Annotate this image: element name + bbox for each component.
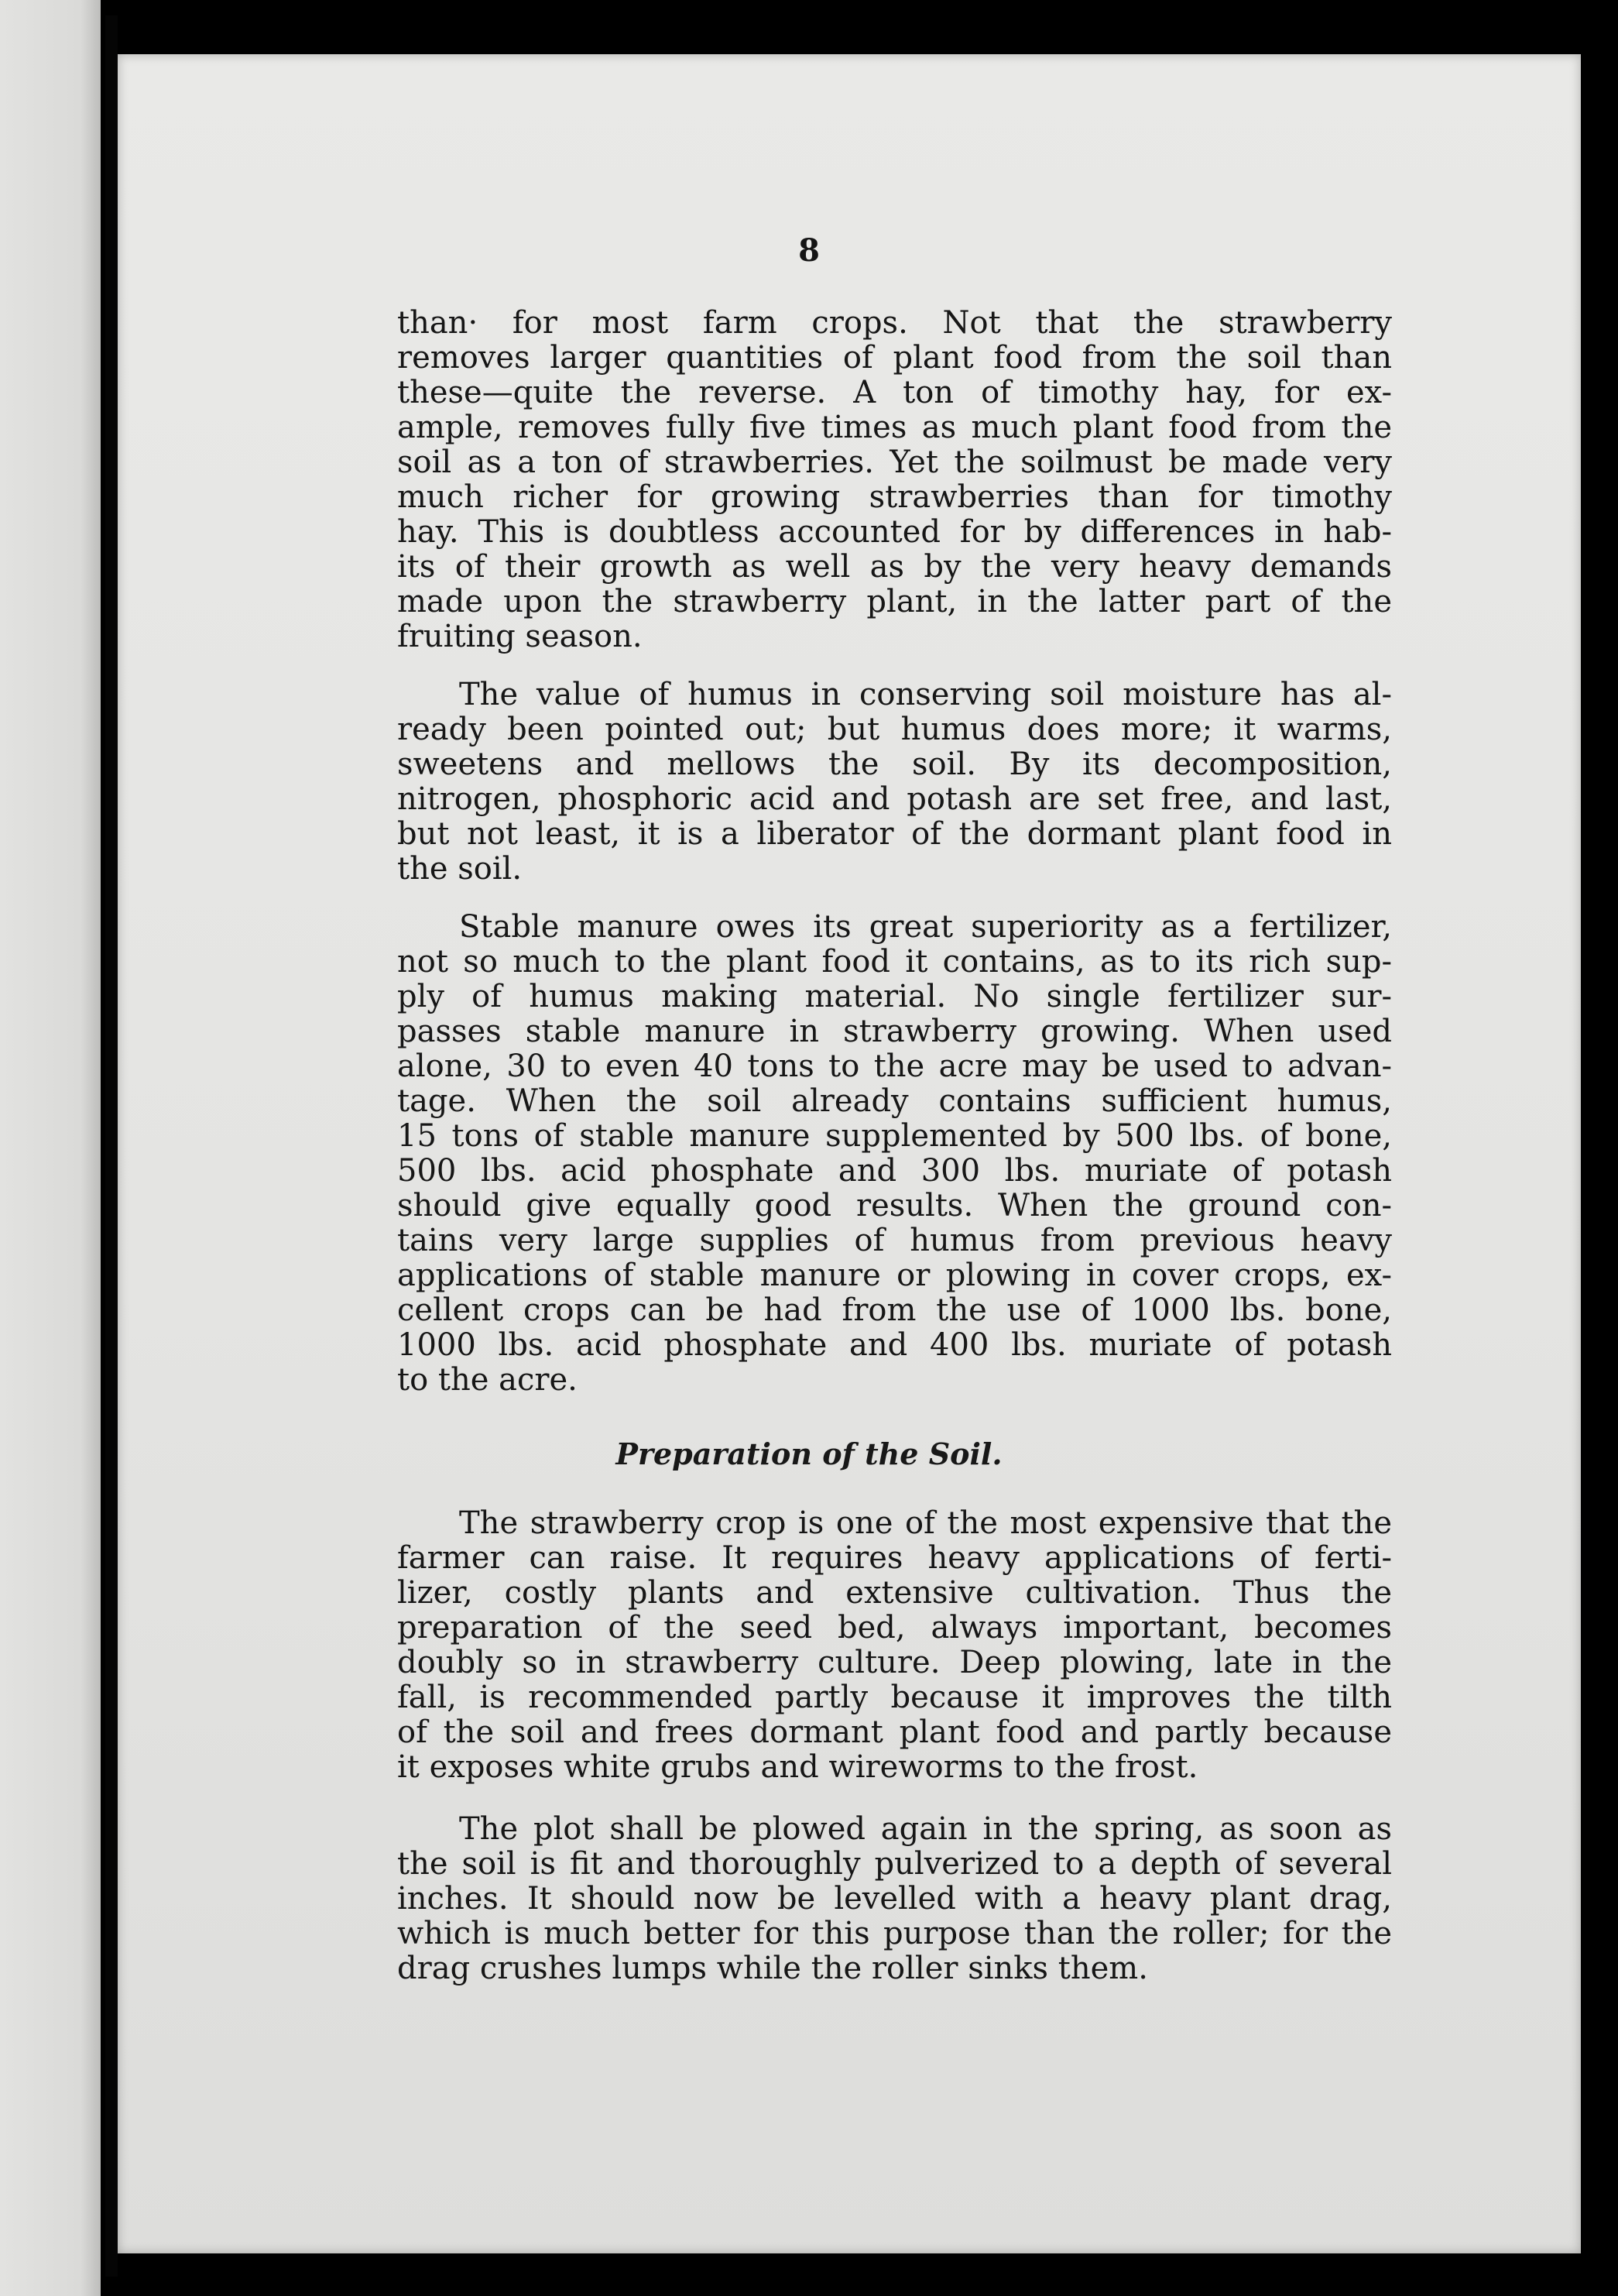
facing-page-edge — [0, 0, 101, 2296]
paragraph-text — [397, 678, 1392, 887]
text-line: the soil is fit and thoroughly pulverized to a depth of several — [397, 1847, 1392, 1882]
text-line: it exposes white grubs and wireworms to the frost. — [397, 1750, 1198, 1785]
paragraph-5 — [397, 1812, 1392, 1986]
text-line: ply of humus making material. No single fertilizer sur- — [397, 980, 1392, 1014]
paragraph-text — [397, 1812, 1392, 1986]
text-line: cellent crops can be had from the use of 1000 lbs. bone, — [397, 1293, 1392, 1328]
text-line: ready been pointed out; but humus does more; it warms, — [397, 712, 1392, 747]
text-line: its of their growth as well as by the very heavy demands — [397, 550, 1392, 585]
paragraph-3 — [397, 910, 1392, 1398]
page-number: 8 — [798, 232, 820, 269]
text-line: The plot shall be plowed again in the spring, as soon as — [459, 1812, 1392, 1847]
text-line: hay. This is doubtless accounted for by differences in hab- — [397, 515, 1392, 550]
text-line: nitrogen, phosphoric acid and potash are set free, and last, — [397, 782, 1392, 817]
text-line: farmer can raise. It requires heavy applications of ferti- — [397, 1541, 1392, 1576]
text-line: should give equally good results. When the ground con- — [397, 1189, 1392, 1224]
text-line: tains very large supplies of humus from previous heavy — [397, 1224, 1392, 1258]
text-line: passes stable manure in strawberry growing. When used — [397, 1014, 1392, 1049]
text-line: inches. It should now be levelled with a heavy plant drag, — [397, 1882, 1392, 1917]
text-line: fall, is recommended partly because it improves the tilth — [397, 1680, 1392, 1715]
text-line: much richer for growing strawberries than for timothy — [397, 480, 1392, 515]
text-line: 1000 lbs. acid phosphate and 400 lbs. muriate of potash — [397, 1328, 1392, 1363]
text-line: made upon the strawberry plant, in the latter part of the — [397, 585, 1392, 619]
text-line: which is much better for this purpose than the roller; for the — [397, 1917, 1392, 1951]
text-line: removes larger quantities of plant food from the soil than — [397, 341, 1392, 376]
text-line: not so much to the plant food it contains, as to its rich sup- — [397, 945, 1392, 980]
text-line: doubly so in strawberry culture. Deep plowing, late in the — [397, 1646, 1392, 1680]
text-line: 15 tons of stable manure supplemented by 500 lbs. of bone, — [397, 1119, 1392, 1154]
text-line: applications of stable manure or plowing in cover crops, ex- — [397, 1258, 1392, 1293]
scan-right-border — [1581, 0, 1618, 2296]
text-line: The value of humus in conserving soil moisture has al- — [459, 678, 1392, 712]
text-line: soil as a ton of strawberries. Yet the soilmust be made very — [397, 445, 1392, 480]
text-line: fruiting season. — [397, 619, 643, 654]
text-line: preparation of the seed bed, always important, becomes — [397, 1611, 1392, 1646]
text-line: sweetens and mellows the soil. By its decomposition, — [397, 747, 1392, 782]
text-line: to the acre. — [397, 1363, 578, 1398]
scan-top-border — [118, 0, 1618, 54]
text-line: these—quite the reverse. A ton of timothy hay, for ex- — [397, 376, 1392, 410]
text-line: alone, 30 to even 40 tons to the acre may be used to advan- — [397, 1049, 1392, 1084]
section-heading: Preparation of the Soil. — [615, 1436, 1003, 1471]
text-line: of the soil and frees dormant plant food and partly because — [397, 1715, 1392, 1750]
paragraph-1 — [397, 306, 1392, 654]
paragraph-4 — [397, 1506, 1392, 1785]
text-line: 500 lbs. acid phosphate and 300 lbs. muriate of potash — [397, 1154, 1392, 1189]
text-line: lizer, costly plants and extensive cultivation. Thus the — [397, 1576, 1392, 1611]
binding-shadow — [105, 15, 118, 2277]
text-line: tage. When the soil already contains sufficient humus, — [397, 1084, 1392, 1119]
text-line: The strawberry crop is one of the most expensive that the — [459, 1506, 1392, 1541]
text-line: ample, removes fully five times as much plant food from the — [397, 410, 1392, 445]
paragraph-text — [397, 306, 1392, 654]
paragraph-2 — [397, 678, 1392, 887]
text-line: drag crushes lumps while the roller sinks them. — [397, 1951, 1148, 1986]
text-line: Stable manure owes its great superiority as a fertilizer, — [459, 910, 1392, 945]
paragraph-text — [397, 1506, 1392, 1785]
text-line: the soil. — [397, 852, 523, 887]
text-line: than· for most farm crops. Not that thе strawberry — [397, 306, 1392, 341]
paragraph-text — [397, 910, 1392, 1398]
text-line: but not least, it is a liberator of the dormant plant food in — [397, 817, 1392, 852]
